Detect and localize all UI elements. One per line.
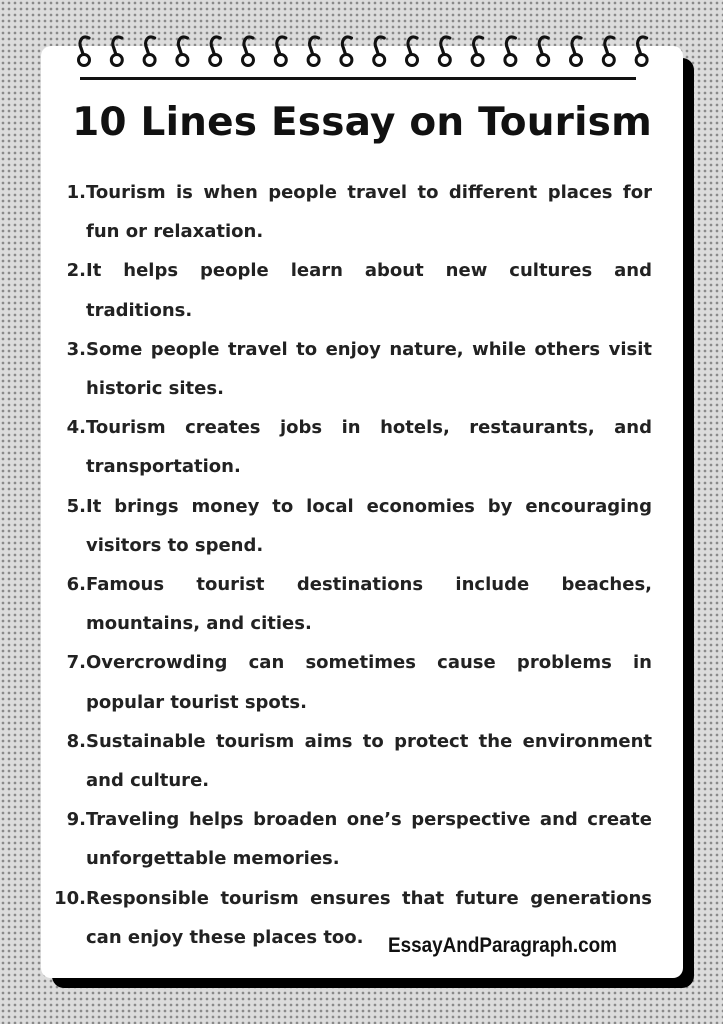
ring-hole [177, 55, 188, 66]
site-watermark: EssayAndParagraph.com [388, 934, 617, 957]
list-item [50, 173, 652, 251]
ring-hook [310, 37, 319, 54]
item-text: Overcrowding can sometimes cause problems in popular tourist spots. [86, 652, 652, 713]
item-number: 7. [66, 652, 86, 674]
ring-hook [342, 37, 351, 54]
ring-hook [441, 37, 450, 54]
item-number: 5. [66, 495, 86, 517]
item-text: It helps people learn about new cultures and traditions. [86, 260, 652, 321]
page-title: 10 Lines Essay on Tourism [72, 100, 652, 145]
ring-hole [144, 55, 155, 66]
ring-hole [636, 55, 647, 66]
essay-list [50, 173, 652, 957]
ring-hole [538, 55, 549, 66]
ring-hole [374, 55, 385, 66]
ring-hook [408, 37, 417, 54]
list-item [50, 800, 652, 878]
ring-hole [210, 55, 221, 66]
ring-hole [79, 55, 90, 66]
item-text: Traveling helps broaden one’s perspective and create unforgettable memories. [86, 809, 652, 870]
item-text: It brings money to local economies by encouraging visitors to spend. [86, 495, 652, 556]
ring-hole [439, 55, 450, 66]
ring-hole [275, 55, 286, 66]
list-item [50, 408, 652, 486]
item-text: Sustainable tourism aims to protect the environment and culture. [86, 730, 652, 792]
item-number: 9. [66, 809, 86, 831]
item-number: 6. [66, 574, 86, 596]
list-item [50, 565, 652, 643]
ring-hole [111, 55, 122, 66]
spiral-binding-icon [74, 32, 652, 72]
ring-hook [113, 37, 122, 54]
ring-hole [308, 55, 319, 66]
ring-hole [243, 55, 254, 66]
item-number: 2. [66, 260, 86, 282]
item-number: 10. [54, 887, 86, 909]
ring-hook [605, 37, 614, 54]
ring-hole [341, 55, 352, 66]
ring-hook [178, 37, 187, 54]
item-text: Tourism is when people travel to different places for fun or relaxation. [86, 182, 652, 243]
ring-hook [572, 37, 581, 54]
ring-hook [375, 37, 384, 54]
item-number: 3. [66, 338, 86, 360]
item-text: Responsible tourism ensures that future generations can enjoy these places too. [86, 887, 652, 948]
list-item [50, 330, 652, 408]
header-rule [80, 77, 636, 80]
ring-hook [244, 37, 253, 54]
list-item [50, 643, 652, 721]
list-item [50, 722, 652, 800]
ring-hook [474, 37, 483, 54]
ring-hook [146, 37, 155, 54]
item-text: Famous tourist destinations include beaches, mountains, and cities. [86, 574, 652, 635]
ring-hook [80, 37, 89, 54]
item-text: Some people travel to enjoy nature, while others visit historic sites. [86, 338, 652, 400]
item-text: Tourism creates jobs in hotels, restaurants, and transportation. [86, 417, 652, 478]
ring-hole [603, 55, 614, 66]
ring-hook [211, 37, 220, 54]
ring-hook [638, 37, 647, 54]
ring-hook [277, 37, 286, 54]
ring-hook [506, 37, 515, 54]
ring-hole [407, 55, 418, 66]
item-number: 1. [66, 182, 86, 203]
list-item [50, 251, 652, 329]
item-number: 8. [66, 730, 86, 752]
ring-hook [539, 37, 548, 54]
list-item [50, 487, 652, 565]
ring-hole [571, 55, 582, 66]
ring-hole [472, 55, 483, 66]
ring-hole [505, 55, 516, 66]
item-number: 4. [66, 417, 86, 439]
